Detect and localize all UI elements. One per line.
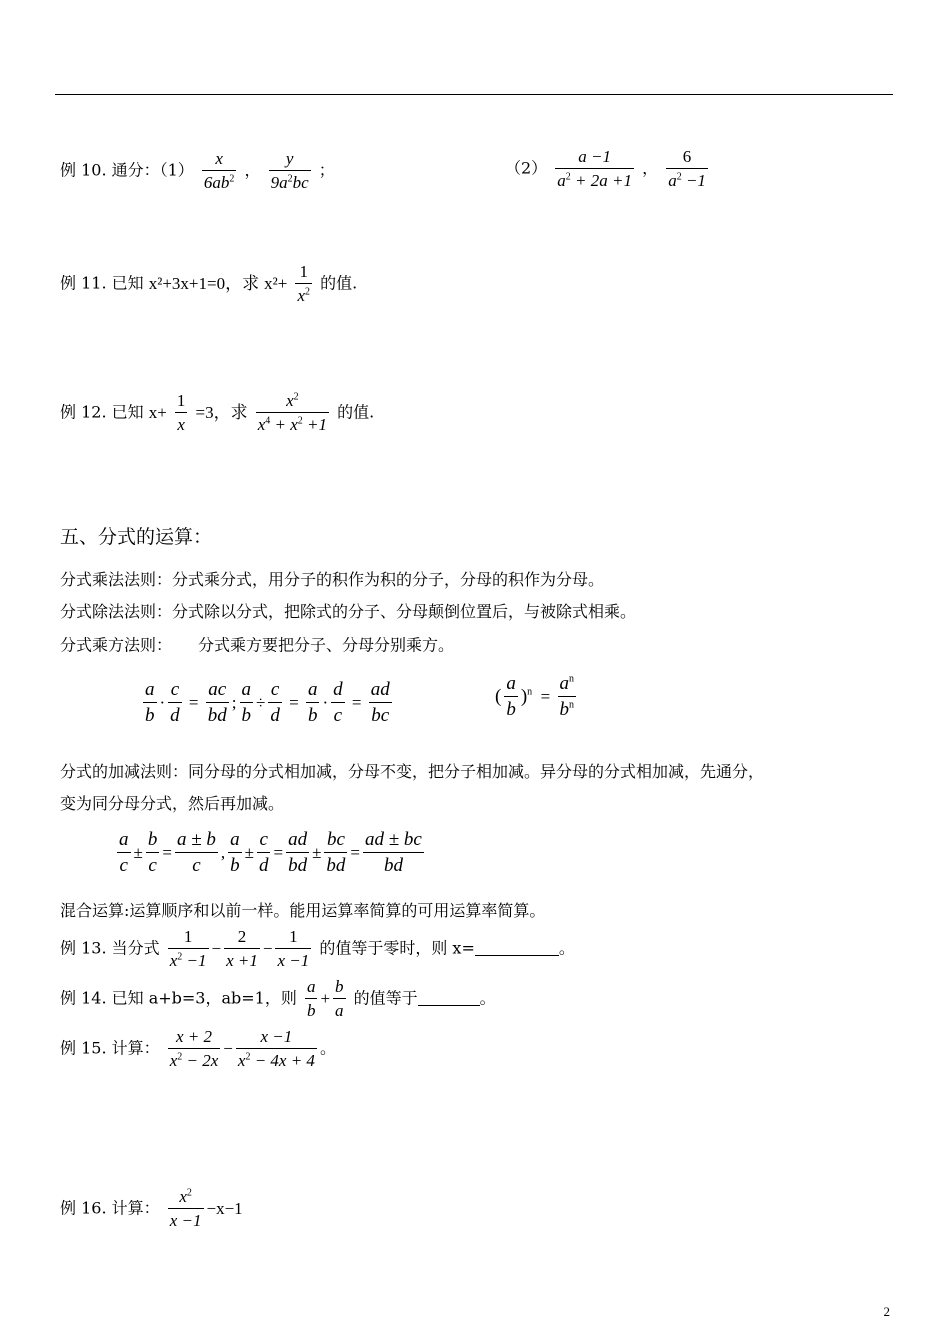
fraction-a-minus-1: $\frac{a -1}{a^2 + 2a +1}$ xyxy=(557,147,632,190)
fraction-y-over-9a2bc: $\frac{y}{9a^2bc}$ xyxy=(270,149,309,192)
example-10: 例 10. 通分：（1） $\frac{x}{6ab^2}$ ， $\frac{y}{9a^2bc}$ ； xyxy=(60,149,335,192)
formula-power: ( $\frac{a}{b}$ )$^n$ = $\frac{a^n}{b^n}$ xyxy=(495,673,574,720)
rule-multiplication: 分式乘法法则：分式乘分式，用分子的积作为积的分子，分母的积作为分母。 xyxy=(60,570,605,589)
example-10-part-2: （2） $\frac{a -1}{a^2 + 2a +1}$ ， $\frac{6}{a^2 -1}$ xyxy=(505,147,706,190)
example-16: 例 16. 计算： $\frac{x^2}{x -1}$ −x−1 xyxy=(60,1187,243,1230)
rule-division: 分式除法法则：分式除以分式，把除式的分子、分母颠倒位置后，与被除式相乘。 xyxy=(60,602,637,621)
rule-power: 分式乘方法则： 分式乘方要把分子、分母分别乘方。 xyxy=(60,635,455,655)
fraction-1-over-x: $\frac{1}{x}$ xyxy=(176,391,186,434)
example-11: 例 11. 已知 x²+3x+1=0，求 x²+ $\frac{1}{x^2}$ 的值. xyxy=(60,262,358,305)
formula-mult-div: $\frac{a}{b}$ · $\frac{c}{d}$ = $\frac{ac}{bd}$ ; $\frac{a}{b}$ ÷ $\frac{c}{d}$ = $\frac{a}{b}$ · $\frac{d}{c}$ = $\frac{ad}{bc}$ xyxy=(145,679,390,726)
fraction-x-over-6ab2: $\frac{x}{6ab^2}$ xyxy=(203,149,235,192)
formula-addition: $\frac{a}{c}$ ± $\frac{b}{c}$ = $\frac{a \pm b}{c}$ , $\frac{a}{b}$ ± $\frac{c}{d}$ = $\frac{ad}{bd}$ ± $\frac{bc}{bd}$ = $\frac{ad \pm bc}{bd}$ xyxy=(119,829,422,876)
example-13: 例 13. 当分式 $\frac{1}{x^2 -1}$ − $\frac{2}{x +1}$ − $\frac{1}{x -1}$ 的值等于零时，则 x= 。 xyxy=(60,927,575,970)
fraction-x2-over-x4-x2-1: $\frac{x^2}{x^4 + x^2 +1}$ xyxy=(257,391,327,434)
example-11-label: 例 11. 已知 xyxy=(60,273,144,293)
answer-blank[interactable] xyxy=(418,991,480,1006)
example-14: 例 14. 已知 a+b=3，ab=1，则 $\frac{a}{b}$ + $\frac{b}{a}$ 的值等于 。 xyxy=(60,977,496,1020)
example-12: 例 12. 已知 x+ $\frac{1}{x}$ =3，求 $\frac{x^2}{x^4 + x^2 +1}$ 的值. xyxy=(60,391,375,434)
rule-addition-line2: 变为同分母分式，然后再加减。 xyxy=(60,794,285,813)
example-12-label: 例 12. 已知 xyxy=(60,402,144,422)
example-10-part-2-label: （2） xyxy=(505,158,548,178)
example-15: 例 15. 计算： $\frac{x + 2}{x^2 - 2x}$ − $\frac{x -1}{x^2 - 4x + 4}$ 。 xyxy=(60,1027,336,1070)
example-10-label: 例 10. 通分：（1） xyxy=(60,160,194,180)
rule-addition-line1: 分式的加减法则：同分母的分式相加减，分母不变，把分子相加减。异分母的分式相加减，先通分， xyxy=(60,762,765,781)
section-title: 五、分式的运算： xyxy=(60,526,213,548)
fraction-6-over-a2-minus-1: $\frac{6}{a^2 -1}$ xyxy=(668,147,706,190)
header-rule xyxy=(55,94,893,95)
answer-blank[interactable] xyxy=(475,941,559,956)
rule-mixed: 混合运算:运算顺序和以前一样。能用运算率简算的可用运算率简算。 xyxy=(60,901,546,920)
page-number: 2 xyxy=(883,1304,890,1319)
fraction-1-over-x2: $\frac{1}{x^2}$ xyxy=(297,262,310,305)
